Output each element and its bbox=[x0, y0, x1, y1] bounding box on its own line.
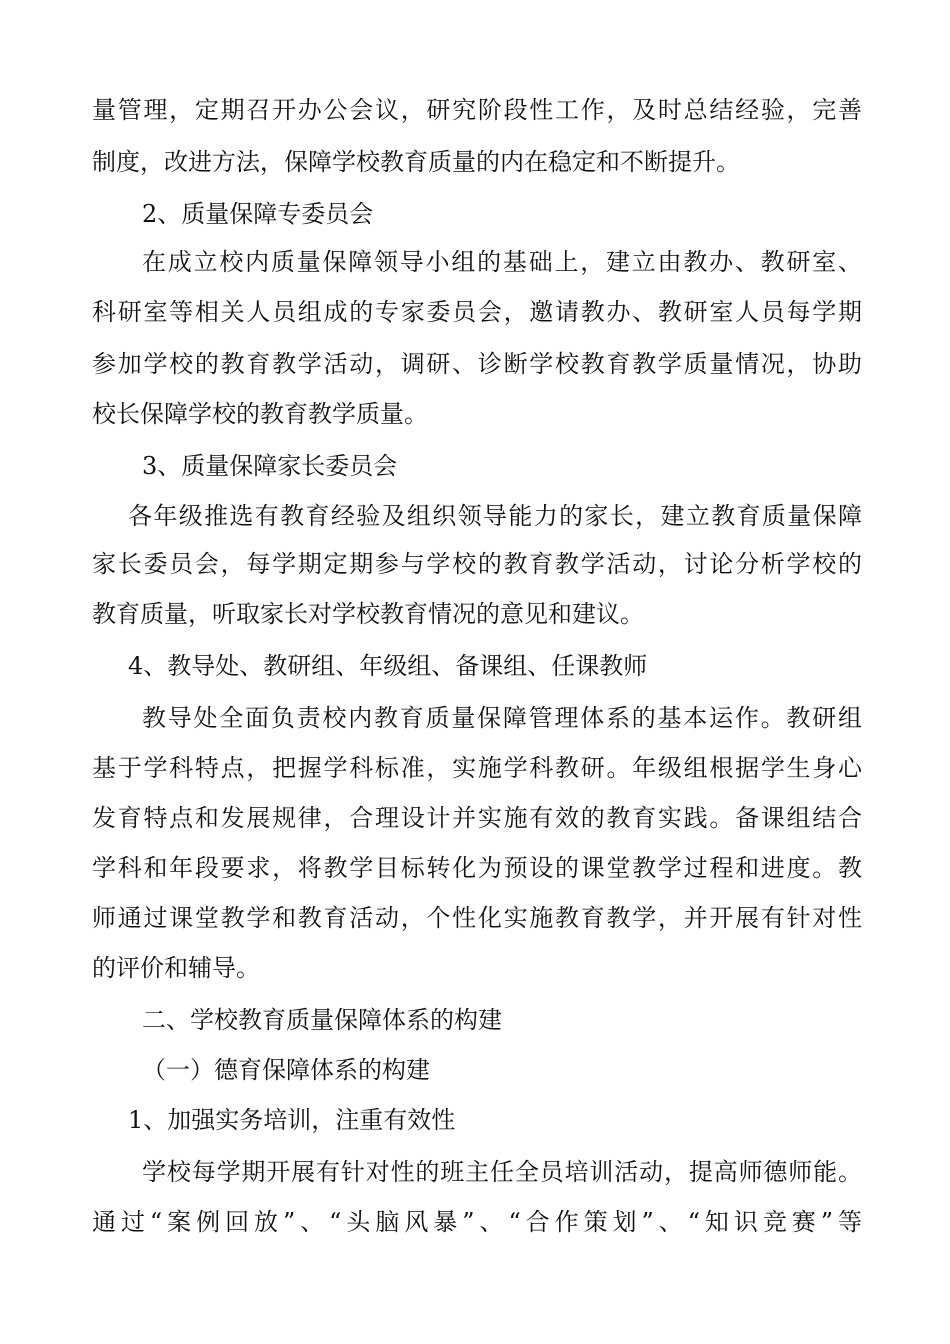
section-heading-3: 3、质量保障家长委员会 bbox=[142, 452, 398, 480]
section-heading-two: 二、学校教育质量保障体系的构建 bbox=[142, 1006, 502, 1034]
text-line-5: 科研室等相关人员组成的专家委员会，邀请教办、教研室人员每学期 bbox=[92, 298, 862, 326]
text-line-15: 发育特点和发展规律，合理设计并实施有效的教育实践。备课组结合 bbox=[92, 804, 862, 832]
text-line-13: 教导处全面负责校内教育质量保障管理体系的基本运作。教研组 bbox=[142, 704, 862, 732]
item-heading-1: 1、加强实务培训，注重有效性 bbox=[128, 1106, 456, 1134]
text-line-1: 量管理，定期召开办公会议，研究阶段性工作，及时总结经验，完善 bbox=[92, 96, 862, 124]
text-line-22: 学校每学期开展有针对性的班主任全员培训活动，提高师德师能。 bbox=[142, 1158, 862, 1186]
text-line-17: 师通过课堂教学和教育活动，个性化实施教育教学，并开展有针对性 bbox=[92, 904, 862, 932]
text-line-14: 基于学科特点，把握学科标准，实施学科教研。年级组根据学生身心 bbox=[92, 754, 862, 782]
section-heading-2: 2、质量保障专委员会 bbox=[142, 200, 374, 228]
text-line-9: 各年级推选有教育经验及组织领导能力的家长，建立教育质量保障 bbox=[128, 502, 862, 530]
text-line-23: 通过“案例回放”、“头脑风暴”、“合作策划”、“知识竞赛”等 bbox=[92, 1208, 862, 1236]
subsection-heading-1: （一）德育保障体系的构建 bbox=[142, 1056, 430, 1084]
text-line-7: 校长保障学校的教育教学质量。 bbox=[92, 400, 428, 428]
text-line-16: 学科和年段要求，将教学目标转化为预设的课堂教学过程和进度。教 bbox=[92, 854, 862, 882]
text-line-18: 的评价和辅导。 bbox=[92, 954, 260, 982]
text-line-6: 参加学校的教育教学活动，调研、诊断学校教育教学质量情况，协助 bbox=[92, 350, 862, 378]
text-line-11: 教育质量，听取家长对学校教育情况的意见和建议。 bbox=[92, 600, 644, 628]
text-line-10: 家长委员会，每学期定期参与学校的教育教学活动，讨论分析学校的 bbox=[92, 550, 862, 578]
text-line-2: 制度，改进方法，保障学校教育质量的内在稳定和不断提升。 bbox=[92, 148, 740, 176]
text-line-4: 在成立校内质量保障领导小组的基础上，建立由教办、教研室、 bbox=[142, 248, 862, 276]
section-heading-4: 4、教导处、教研组、年级组、备课组、任课教师 bbox=[128, 652, 648, 680]
